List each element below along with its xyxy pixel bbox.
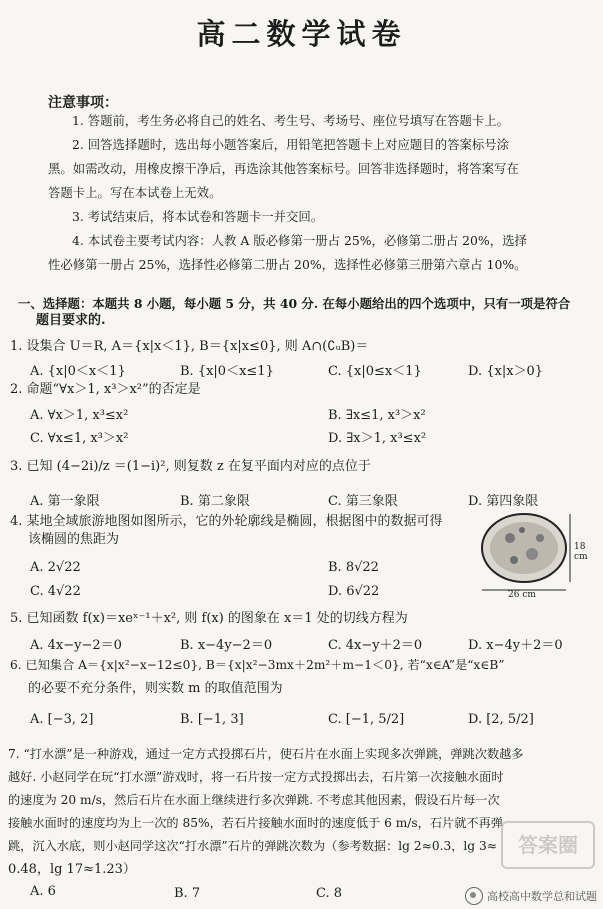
question-3-stem: 3. 已知 (4−2i)/z ＝(1−i)², 则复数 z 在复平面内对应的点位于 (10, 459, 371, 474)
question-7-line: 7. “打水漂”是一种游戏，通过一定方式投掷石片，使石片在水面上实现多次弹跳，弹跳次数越多 (8, 747, 524, 761)
question-1-option-b[interactable]: B. {x|0＜x≤1} (180, 364, 274, 379)
question-6-option-a[interactable]: A. [−3, 2] (30, 712, 94, 727)
ellipse-map-figure (478, 508, 598, 604)
question-7-option-a[interactable]: A. 6 (30, 884, 56, 899)
question-3-option-a[interactable]: A. 第一象限 (30, 494, 100, 509)
question-3-option-d[interactable]: D. 第四象限 (468, 494, 539, 509)
watermark-text: 高校高中数学总和试题 (487, 890, 597, 903)
section-heading (18, 295, 598, 329)
question-2-option-a[interactable]: A. ∀x＞1, x³≤x² (30, 408, 129, 423)
question-4-stem-cont: 该椭圆的焦距为 (28, 532, 120, 547)
question-1-option-c[interactable]: C. {x|0≤x＜1} (328, 364, 422, 379)
section-heading-line: 题目要求的. (36, 313, 106, 328)
notice-line: 2. 回答选择题时，选出每小题答案后，用铅笔把答题卡上对应题目的答案标号涂 (72, 137, 510, 152)
question-5-option-d[interactable]: D. x−4y＋2＝0 (468, 638, 563, 653)
question-5-option-b[interactable]: B. x−4y−2＝0 (180, 638, 273, 653)
notice-line: 3. 考试结束后，将本试卷和答题卡一并交回。 (72, 209, 324, 224)
question-5-stem: 5. 已知函数 f(x)＝xeˣ⁻¹＋x², 则 f(x) 的图象在 x＝1 处的切线方程为 (10, 611, 408, 626)
notice-line: 黑。如需改动，用橡皮擦干净后，再选涂其他答案标号。回答非选择题时，将答案写在 (48, 161, 519, 176)
question-3-option-c[interactable]: C. 第三象限 (328, 494, 398, 509)
question-6-option-c[interactable]: C. [−1, 5/2] (328, 712, 405, 727)
question-7-line: 越好. 小赵同学在玩“打水漂”游戏时，将一石片按一定方式投掷出去，石片第一次接触水面时 (8, 770, 504, 784)
question-7-line: 跳，沉入水底，则小赵同学这次“打水漂”石片的弹跳次数为（参考数据：lg 2≈0.3，lg 3≈ (8, 839, 497, 853)
question-2-option-c[interactable]: C. ∀x≤1, x³＞x² (30, 431, 129, 446)
question-2-option-b[interactable]: B. ∃x≤1, x³＞x² (328, 408, 426, 423)
question-4-option-c[interactable]: C. 4√22 (30, 584, 81, 599)
question-1-option-d[interactable]: D. {x|x＞0} (468, 364, 544, 379)
question-7-line: 0.48，lg 17≈1.23） (8, 862, 136, 877)
question-6-stem-cont: 的必要不充分条件，则实数 m 的取值范围为 (28, 681, 283, 696)
question-4-option-d[interactable]: D. 6√22 (328, 584, 380, 599)
question-1-option-a[interactable]: A. {x|0＜x＜1} (30, 364, 126, 379)
question-7-option-b[interactable]: B. 7 (174, 886, 201, 901)
question-6-option-d[interactable]: D. [2, 5/2] (468, 712, 534, 727)
question-2-stem: 2. 命题“∀x＞1, x³＞x²”的否定是 (10, 382, 201, 397)
notice-line: 1. 答题前，考生务必将自己的姓名、考生号、考场号、座位号填写在答题卡上。 (72, 113, 510, 128)
watermark (465, 887, 597, 905)
notice-line: 答题卡上。写在本试卷上无效。 (48, 185, 222, 200)
question-1-stem: 1. 设集合 U＝R, A＝{x|x＜1}, B＝{x|x≤0}, 则 A∩(∁ᵤB)＝ (10, 339, 369, 354)
question-6-stem: 6. 已知集合 A＝{x|x²−x−12≤0}, B＝{x|x²−3mx＋2m²＋m−1＜0}, 若“x∈A”是“x∈B” (10, 658, 505, 672)
question-4-stem: 4. 某地全域旅游地图如图所示，它的外轮廓线是椭圆，根据图中的数据可得 (10, 514, 443, 529)
question-7-line: 的速度为 20 m/s，然后石片在水面上继续进行多次弹跳. 不考虑其他因素，假设石片每一次 (8, 793, 500, 807)
figure-width-label: 26 cm (508, 590, 536, 600)
section-heading-line: 一、选择题：本题共 8 小题，每小题 5 分，共 40 分. 在每小题给出的四个选项中，只有一项是符合 (18, 296, 571, 311)
question-5-option-a[interactable]: A. 4x−y−2＝0 (30, 638, 122, 653)
question-2-option-d[interactable]: D. ∃x＞1, x³≤x² (328, 431, 427, 446)
notice-line: 性必修第一册占 25%，选择性必修第二册占 20%，选择性必修第三册第六章占 10%。 (48, 257, 527, 272)
wechat-icon (465, 887, 483, 905)
notice-heading: 注意事项： (48, 95, 118, 111)
figure-height-label: 18 cm (574, 542, 588, 562)
question-5-option-c[interactable]: C. 4x−y＋2＝0 (328, 638, 423, 653)
question-6-option-b[interactable]: B. [−1, 3] (180, 712, 244, 727)
question-7-option-c[interactable]: C. 8 (316, 886, 343, 901)
question-3-option-b[interactable]: B. 第二象限 (180, 494, 250, 509)
notice-line: 4. 本试卷主要考试内容：人教 A 版必修第一册占 25%，必修第二册占 20%，选择 (72, 233, 527, 248)
question-4-option-b[interactable]: B. 8√22 (328, 560, 379, 575)
question-7-line: 接触水面时的速度均为上一次的 85%，若石片接触水面时的速度低于 6 m/s，石片就不再弹 (8, 816, 503, 830)
question-4-option-a[interactable]: A. 2√22 (30, 560, 81, 575)
page-title: 高二数学试卷 (196, 17, 407, 51)
watermark-stamp: 答案圈 (501, 821, 595, 869)
